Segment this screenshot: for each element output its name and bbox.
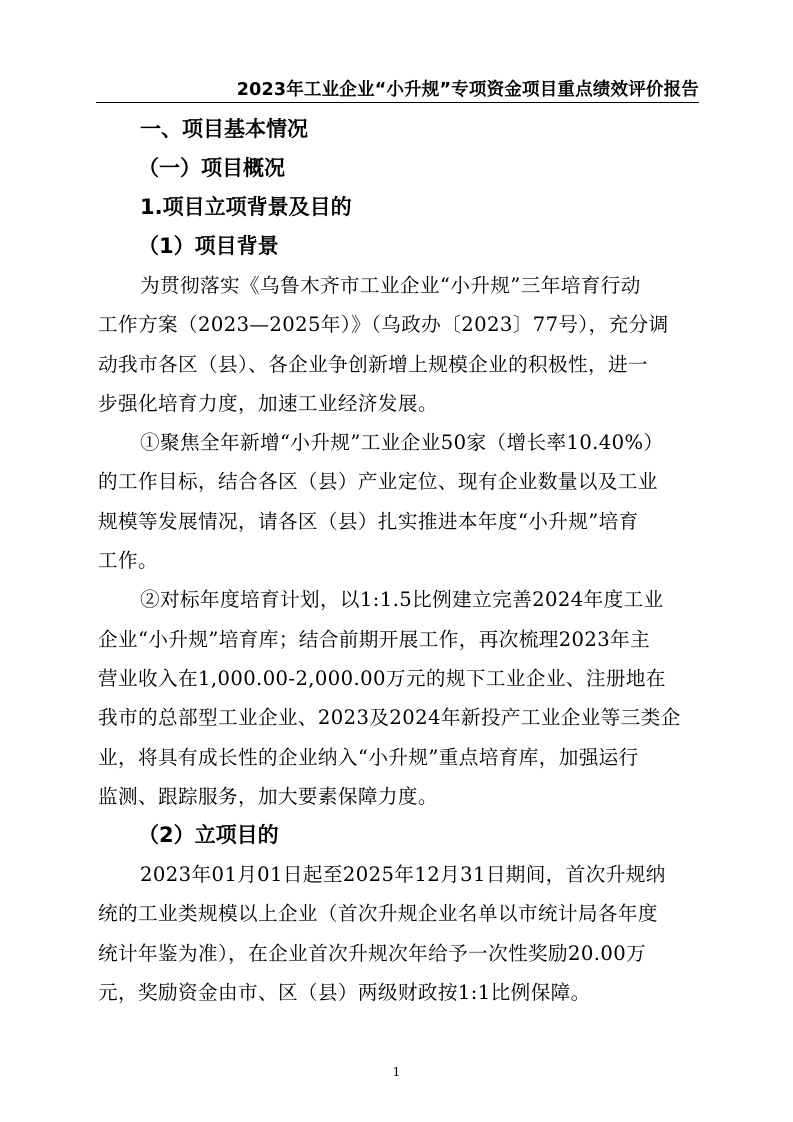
paragraph-line: ②对标年度培育计划，以1:1.5比例建立完善2024年度工业	[140, 588, 664, 612]
paragraph-line: 动我市各区（县）、各企业争创新增上规模企业的积极性，进一	[98, 352, 649, 376]
paragraph-line: ①聚焦全年新增“小升规”工业企业50家（增长率10.40%）	[140, 431, 664, 455]
paragraph-line: 规模等发展情况，请各区（县）扎实推进本年度“小升规”培育	[98, 509, 639, 533]
paragraph-goal-1	[98, 423, 698, 580]
paragraph-line: 统的工业类规模以上企业（首次升规企业名单以市统计局各年度	[98, 902, 658, 926]
heading-project-background: （1）项目背景	[138, 234, 279, 258]
paragraph-line: 业，将具有成长性的企业纳入“小升规”重点培育库，加强运行	[98, 745, 639, 769]
paragraph-line: 监测、跟踪服务，加大要素保障力度。	[98, 784, 438, 808]
heading-project-basic-info: 一、项目基本情况	[140, 117, 308, 141]
heading-project-purpose: （2）立项目的	[138, 823, 279, 848]
heading-background-and-purpose: 1.项目立项背景及目的	[140, 195, 352, 219]
paragraph-goal-2	[98, 580, 698, 816]
paragraph-purpose	[98, 855, 698, 1012]
header-divider	[96, 102, 699, 103]
document-body	[98, 110, 698, 1012]
paragraph-background	[98, 266, 698, 423]
paragraph-line: 元，奖励资金由市、区（县）两级财政按1:1比例保障。	[98, 981, 591, 1005]
paragraph-line: 我市的总部型工业企业、2023及2024年新投产工业企业等三类企	[98, 706, 681, 730]
heading-project-overview: （一）项目概况	[138, 156, 285, 180]
header-title: 2023年工业企业“小升规”专项资金项目重点绩效评价报告	[236, 80, 699, 100]
paragraph-line: 为贯彻落实《乌鲁木齐市工业企业“小升规”三年培育行动	[140, 274, 641, 297]
paragraph-line: 2023年01月01日起至2025年12月31日期间，首次升规纳	[140, 863, 666, 887]
paragraph-line: 步强化培育力度，加速工业经济发展。	[98, 391, 438, 415]
paragraph-line: 企业“小升规”培育库；结合前期开展工作，再次梳理2023年主	[98, 627, 651, 651]
paragraph-line: 统计年鉴为准），在企业首次升规次年给予一次性奖励20.00万	[98, 941, 647, 965]
paragraph-line: 工作方案（2023—2025年）》（乌政办〔2023〕77号），充分调	[98, 313, 669, 337]
paragraph-line: 营业收入在1,000.00-2,000.00万元的规下工业企业、注册地在	[98, 666, 666, 690]
page-number: 1	[392, 1065, 401, 1079]
paragraph-line: 工作。	[98, 549, 158, 573]
paragraph-line: 的工作目标，结合各区（县）产业定位、现有企业数量以及工业	[98, 470, 658, 494]
